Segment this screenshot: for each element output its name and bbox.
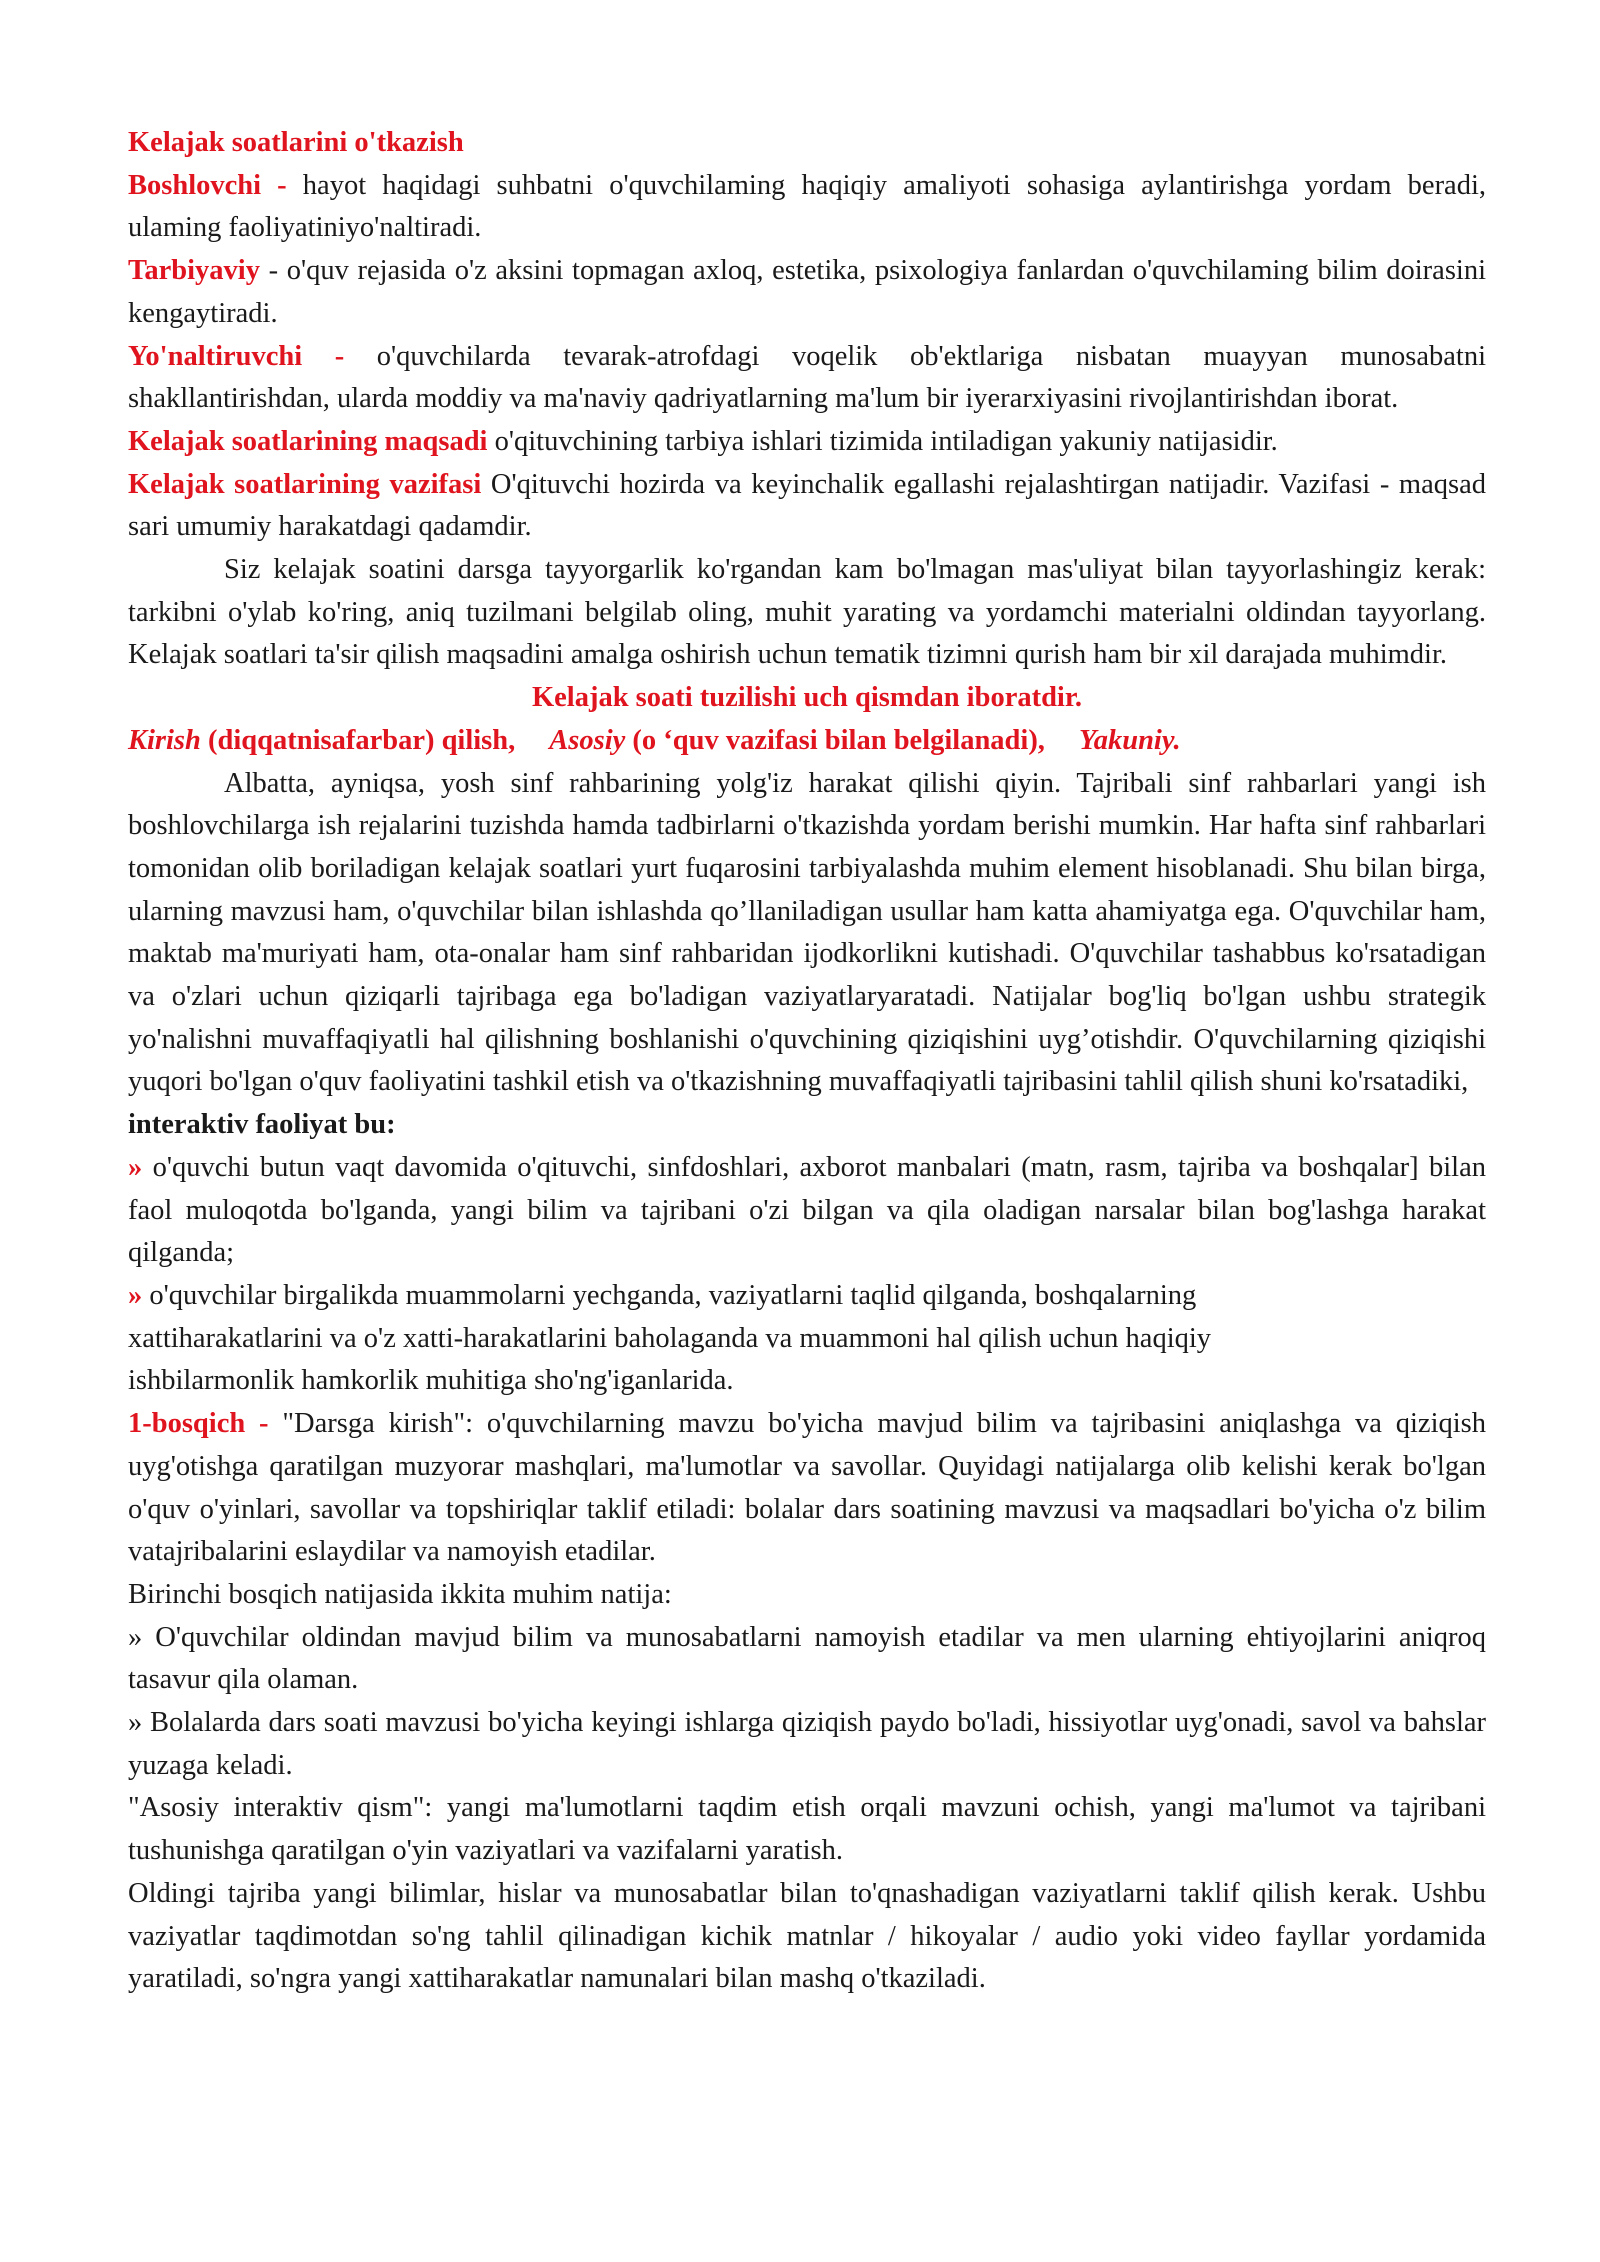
interactive-label: interaktiv faoliyat bu: [128,1109,396,1141]
document-title: Kelajak soatlarini o'tkazish [128,127,464,158]
bullet-marker-icon: » [128,1279,143,1311]
main-part-paragraph: "Asosiy interaktiv qism": yangi ma'lumotlarni taqdim etish orqali mavzuni ochish, yangi ma'lumot va tajribani tushunishga qaratilgan o'yin vaziyatlari va vazifalarni yaratish. [128,1792,1486,1867]
structure-heading: Kelajak soati tuzilishi uch qismdan iboratdir. [531,682,1083,714]
definition-boshlovchi: Boshlovchi - hayot haqidagi suhbatni o'quvchilaming haqiqiy amaliyoti sohasiga aylantirishga yordam beradi, ulaming faoliyatiniyo'naltiradi. [128,169,1487,244]
definition-maqsad: Kelajak soatlarining maqsadi o'qituvchining tarbiya ishlari tizimida intiladigan yakuniy natijasidir. [128,425,1278,457]
preparation-paragraph: Siz kelajak soatini darsga tayyorgarlik ko'rgandan kam bo'lmagan mas'uliyat bilan tayyorlashingiz kerak: tarkibni o'ylab ko'ring, aniq tuzilmani belgilab oling, muhit yarating va yordamchi materialni oldindan tayyorlang. Kelajak soatlari ta'sir qilish maqsadini amalga oshirish uchun tematik tizimni qurish ham bir xil darajada muhimdir. [128,554,1486,671]
bullet-marker-icon: » [128,1151,143,1183]
main-paragraph: Albatta, ayniqsa, yosh sinf rahbarining yolg'iz harakat qilishi qiyin. Tajribali sinf rahbarlari yangi ish boshlovchilarga ish rejalarini tuzishda hamda tadbirlarni o'tkazishda yordam berishi mumkin. Har hafta sinf rahbarlari tomonidan olib boriladigan kelajak soatlari yurt fuqarosini tarbiyalashda muhim element hisoblanadi. Shu bilan birga, ularning mavzusi ham, o'quvchilar bilan ishlashda qo’llaniladigan usullar ham katta ahamiyatga ega. O'quvchilar ham, maktab ma'muriyati ham, ota-onalar ham sinf rahbaridan ijodkorlikni kutishadi. O'quvchilar tashabbus ko'rsatadigan va o'zlari uchun qiziqarli tajribaga ega bo'ladigan vaziyatlaryaratadi. Natijalar bog'liq bo'lgan ushbu strategik yo'nalishni muvaffaqiyatli hal qilishning boshlanishi o'quvchining qiziqishini uyg’otishdir. O'quvchilarning qiziqishi yuqori bo'lgan o'quv faoliyatini tashkil etish va o'tkazishning muvaffaqiyatli tajribasini tahlil qilish shuni ko'rsatadiki, [128,767,1486,1098]
result-item-1: » O'quvchilar oldindan mavjud bilim va munosabatlarni namoyish etadilar va men ularning ehtiyojlarini aniqroq tasavur qila olaman. [128,1621,1486,1696]
stage-1-paragraph: 1-bosqich - "Darsga kirish": o'quvchilarning mavzu bo'yicha mavjud bilim va tajribasini aniqlashga va qiziqish uyg'otishga qaratilgan muzyorar mashqlari, ma'lumotlar va savollar. Quyidagi natijalarga olib kelishi kerak bo'lgan o'quv o'yinlari, savollar va topshiriqlar taklif etiladi: bolalar dars soatining mavzusi va maqsadlari bo'yicha o'z bilim vatajribalarini eslaydilar va namoyish etadilar. [128,1408,1486,1568]
definition-yonaltiruvchi: Yo'naltiruvchi - o'quvchilarda tevarak-atrofdagi voqelik ob'ektlariga nisbatan muayyan munosabatni shakllantirishdan, ularda moddiy va ma'naviy qadriyatlarning ma'lum bir iyerarxiyasini rivojlantirishdan iborat. [128,340,1486,415]
bullet-item-2: » o'quvchilar birgalikda muammolarni yechganda, vaziyatlarni taqlid qilganda, boshqalarning xattiharakatlarini va o'z xatti-harakatlarini baholaganda va muammoni hal qilish uchun haqiqiy ishbilarmonlik hamkorlik muhitiga sho'ng'iganlarida. [128,1279,1212,1397]
closing-paragraph: Oldingi tajriba yangi bilimlar, hislar va munosabatlar bilan to'qnashadigan vaziyatlarni taklif qilish kerak. Ushbu vaziyatlar taqdimotdan so'ng tahlil qilinadigan kichik matnlar / hikoyalar / audio yoki video fayllar yordamida yaratiladi, so'ngra yangi xattiharakatlar namunalari bilan mashq o'tkaziladi. [128,1877,1486,1995]
document-page [128,122,1486,2001]
results-intro: Birinchi bosqich natijasida ikkita muhim natija: [128,1578,672,1610]
bullet-item-1: » o'quvchi butun vaqt davomida o'qituvchi, sinfdoshlari, axborot manbalari (matn, rasm, tajriba va boshqalar] bilan faol muloqotda bo'lganda, yangi bilim va tajribani o'zi bilgan va qila oladigan narsalar bilan bog'lashga harakat qilganda; [128,1151,1486,1269]
definition-tarbiyaviy: Tarbiyaviy - o'quv rejasida o'z aksini topmagan axloq, estetika, psixologiya fanlardan o'quvchilaming bilim doirasini kengaytiradi. [128,255,1486,329]
definition-vazifa: Kelajak soatlarining vazifasi O'qituvchi hozirda va keyinchalik egallashi rejalashtirgan natijadir. Vazifasi - maqsad sari umumiy harakatdagi qadamdir. [128,468,1486,543]
result-item-2: » Bolalarda dars soati mavzusi bo'yicha keyingi ishlarga qiziqish paydo bo'ladi, hissiyotlar uyg'onadi, savol va bahslar yuzaga keladi. [128,1707,1486,1781]
structure-parts: Kirish (diqqatnisafarbar) qilish, Asosiy (o ‘quv vazifasi bilan belgilanadi), Yakuniy. [128,724,1181,756]
